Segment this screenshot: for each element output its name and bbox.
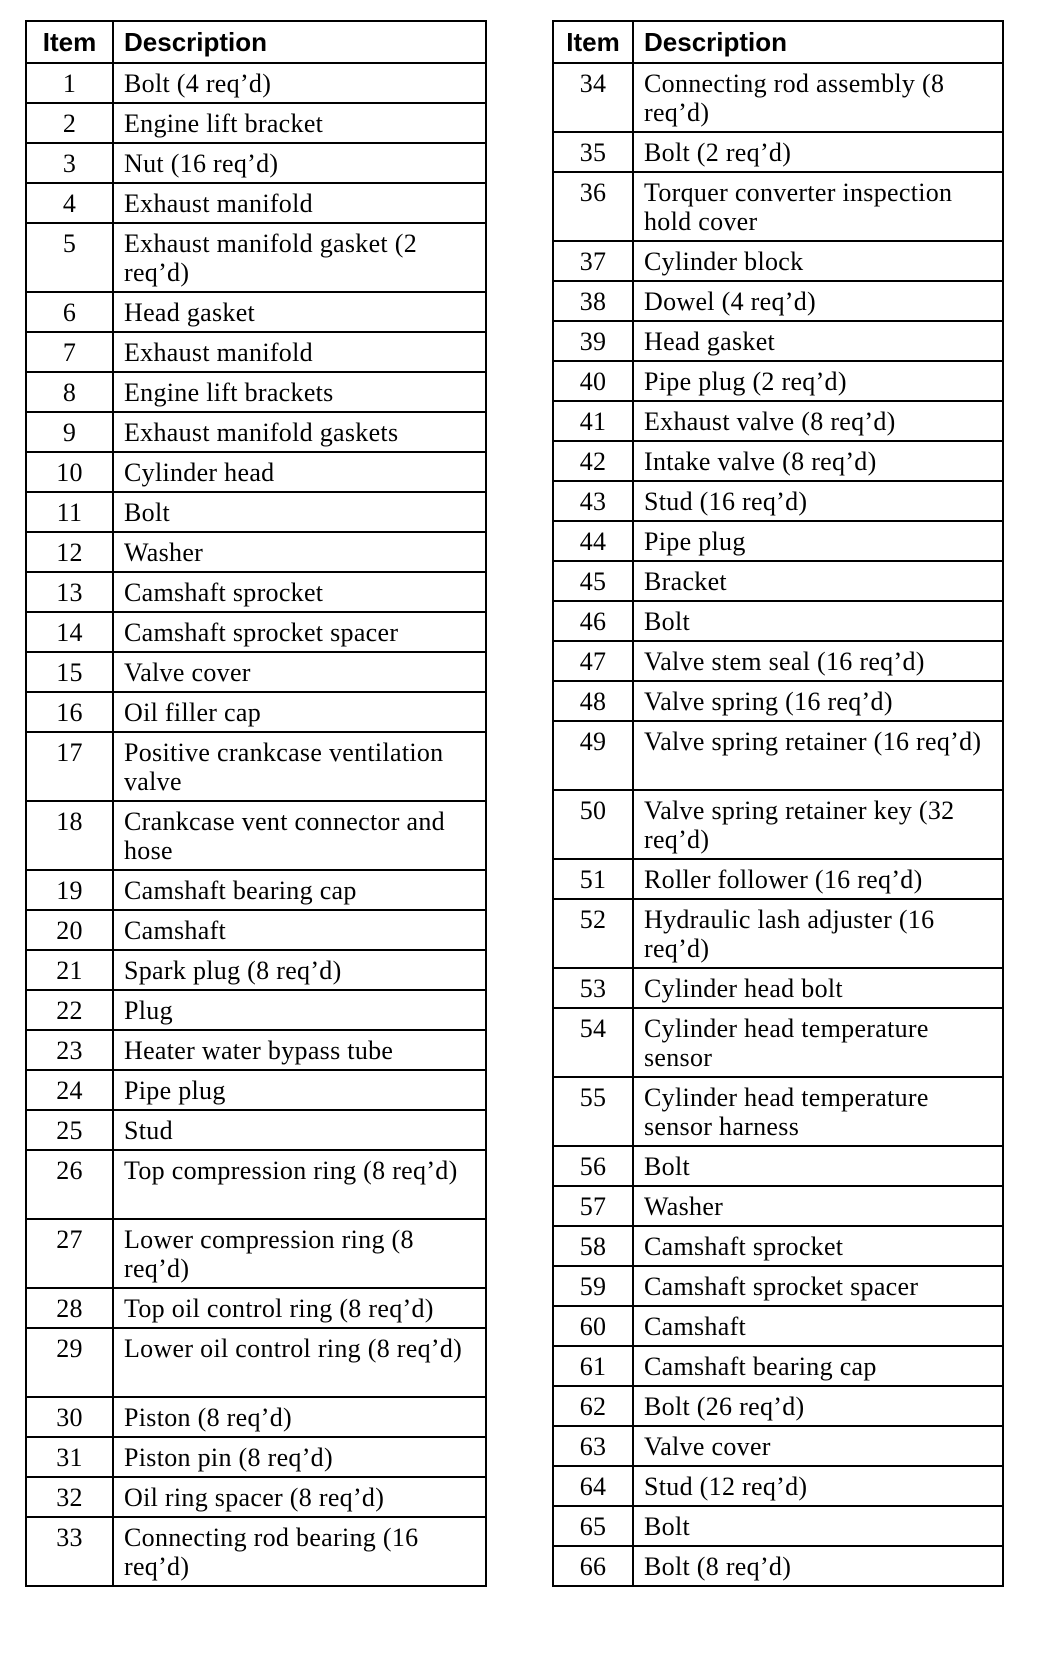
description-column-header: Description bbox=[113, 21, 486, 63]
item-number-cell: 52 bbox=[553, 899, 633, 968]
table-row bbox=[26, 870, 486, 910]
description-cell: Camshaft bearing cap bbox=[633, 1346, 1003, 1386]
table-row bbox=[26, 1110, 486, 1150]
table-row bbox=[26, 1070, 486, 1110]
table-row bbox=[553, 521, 1003, 561]
item-number-cell: 43 bbox=[553, 481, 633, 521]
item-number-cell: 26 bbox=[26, 1150, 113, 1219]
description-cell: Cylinder block bbox=[633, 241, 1003, 281]
item-number-cell: 2 bbox=[26, 103, 113, 143]
table-row bbox=[553, 241, 1003, 281]
description-cell: Camshaft bbox=[633, 1306, 1003, 1346]
table-row bbox=[553, 1346, 1003, 1386]
table-row bbox=[553, 1306, 1003, 1346]
table-row bbox=[553, 1546, 1003, 1586]
table-row bbox=[553, 859, 1003, 899]
description-cell: Camshaft sprocket bbox=[633, 1226, 1003, 1266]
description-cell: Oil ring spacer (8 req’d) bbox=[113, 1477, 486, 1517]
table-row bbox=[553, 481, 1003, 521]
description-cell: Bracket bbox=[633, 561, 1003, 601]
description-cell: Oil filler cap bbox=[113, 692, 486, 732]
table-row bbox=[26, 990, 486, 1030]
item-number-cell: 15 bbox=[26, 652, 113, 692]
description-cell: Engine lift brackets bbox=[113, 372, 486, 412]
item-number-cell: 55 bbox=[553, 1077, 633, 1146]
item-number-cell: 32 bbox=[26, 1477, 113, 1517]
description-cell: Connecting rod assembly (8 req’d) bbox=[633, 63, 1003, 132]
item-number-cell: 12 bbox=[26, 532, 113, 572]
description-cell: Plug bbox=[113, 990, 486, 1030]
description-cell: Dowel (4 req’d) bbox=[633, 281, 1003, 321]
table-row bbox=[26, 332, 486, 372]
table-row bbox=[553, 561, 1003, 601]
table-row bbox=[553, 1466, 1003, 1506]
description-cell: Valve cover bbox=[633, 1426, 1003, 1466]
item-number-cell: 28 bbox=[26, 1288, 113, 1328]
description-cell: Bolt (8 req’d) bbox=[633, 1546, 1003, 1586]
item-number-cell: 40 bbox=[553, 361, 633, 401]
table-row bbox=[553, 1146, 1003, 1186]
table-row bbox=[26, 1219, 486, 1288]
item-number-cell: 8 bbox=[26, 372, 113, 412]
header-row bbox=[553, 21, 1003, 63]
item-number-cell: 31 bbox=[26, 1437, 113, 1477]
item-number-cell: 53 bbox=[553, 968, 633, 1008]
description-cell: Stud (16 req’d) bbox=[633, 481, 1003, 521]
description-cell: Valve spring (16 req’d) bbox=[633, 681, 1003, 721]
description-cell: Lower oil control ring (8 req’d) bbox=[113, 1328, 486, 1397]
description-cell: Lower compression ring (8 req’d) bbox=[113, 1219, 486, 1288]
description-cell: Top oil control ring (8 req’d) bbox=[113, 1288, 486, 1328]
item-number-cell: 37 bbox=[553, 241, 633, 281]
parts-table-right bbox=[552, 20, 1004, 1587]
item-number-cell: 45 bbox=[553, 561, 633, 601]
item-number-cell: 48 bbox=[553, 681, 633, 721]
table-row bbox=[553, 1226, 1003, 1266]
table-row bbox=[26, 452, 486, 492]
description-cell: Valve stem seal (16 req’d) bbox=[633, 641, 1003, 681]
description-cell: Piston pin (8 req’d) bbox=[113, 1437, 486, 1477]
item-number-cell: 63 bbox=[553, 1426, 633, 1466]
item-number-cell: 38 bbox=[553, 281, 633, 321]
description-cell: Bolt bbox=[113, 492, 486, 532]
item-number-cell: 13 bbox=[26, 572, 113, 612]
description-cell: Heater water bypass tube bbox=[113, 1030, 486, 1070]
description-cell: Cylinder head bbox=[113, 452, 486, 492]
table-row bbox=[26, 492, 486, 532]
item-column-header: Item bbox=[26, 21, 113, 63]
description-cell: Bolt bbox=[633, 601, 1003, 641]
description-cell: Camshaft sprocket bbox=[113, 572, 486, 612]
item-number-cell: 11 bbox=[26, 492, 113, 532]
description-column-header: Description bbox=[633, 21, 1003, 63]
item-number-cell: 23 bbox=[26, 1030, 113, 1070]
item-number-cell: 22 bbox=[26, 990, 113, 1030]
table-row bbox=[553, 681, 1003, 721]
item-number-cell: 1 bbox=[26, 63, 113, 103]
item-number-cell: 64 bbox=[553, 1466, 633, 1506]
description-cell: Camshaft bearing cap bbox=[113, 870, 486, 910]
description-cell: Roller follower (16 req’d) bbox=[633, 859, 1003, 899]
item-number-cell: 65 bbox=[553, 1506, 633, 1546]
item-number-cell: 4 bbox=[26, 183, 113, 223]
description-cell: Stud bbox=[113, 1110, 486, 1150]
table-row bbox=[26, 103, 486, 143]
table-row bbox=[553, 132, 1003, 172]
item-number-cell: 36 bbox=[553, 172, 633, 241]
description-cell: Bolt bbox=[633, 1506, 1003, 1546]
description-cell: Stud (12 req’d) bbox=[633, 1466, 1003, 1506]
table-row bbox=[553, 441, 1003, 481]
item-number-cell: 56 bbox=[553, 1146, 633, 1186]
description-cell: Connecting rod bearing (16 req’d) bbox=[113, 1517, 486, 1586]
table-row bbox=[26, 1477, 486, 1517]
description-cell: Exhaust manifold gaskets bbox=[113, 412, 486, 452]
description-cell: Pipe plug bbox=[633, 521, 1003, 561]
description-cell: Bolt (2 req’d) bbox=[633, 132, 1003, 172]
table-row bbox=[553, 1077, 1003, 1146]
description-cell: Camshaft sprocket spacer bbox=[113, 612, 486, 652]
table-row bbox=[553, 172, 1003, 241]
table-row bbox=[26, 1288, 486, 1328]
item-number-cell: 17 bbox=[26, 732, 113, 801]
item-number-cell: 19 bbox=[26, 870, 113, 910]
description-cell: Exhaust manifold bbox=[113, 332, 486, 372]
table-row bbox=[553, 1186, 1003, 1226]
table-row bbox=[553, 601, 1003, 641]
description-cell: Positive crankcase ventilation valve bbox=[113, 732, 486, 801]
table-row bbox=[26, 412, 486, 452]
table-row bbox=[553, 63, 1003, 132]
item-number-cell: 30 bbox=[26, 1397, 113, 1437]
item-number-cell: 14 bbox=[26, 612, 113, 652]
item-number-cell: 50 bbox=[553, 790, 633, 859]
table-row bbox=[26, 692, 486, 732]
item-number-cell: 7 bbox=[26, 332, 113, 372]
header-row bbox=[26, 21, 486, 63]
table-row bbox=[26, 612, 486, 652]
table-row bbox=[26, 910, 486, 950]
item-number-cell: 25 bbox=[26, 1110, 113, 1150]
item-number-cell: 41 bbox=[553, 401, 633, 441]
description-cell: Bolt (26 req’d) bbox=[633, 1386, 1003, 1426]
table-row bbox=[26, 183, 486, 223]
description-cell: Bolt (4 req’d) bbox=[113, 63, 486, 103]
item-number-cell: 59 bbox=[553, 1266, 633, 1306]
description-cell: Valve cover bbox=[113, 652, 486, 692]
table-row bbox=[553, 1008, 1003, 1077]
description-cell: Valve spring retainer (16 req’d) bbox=[633, 721, 1003, 790]
table-row bbox=[553, 721, 1003, 790]
description-cell: Head gasket bbox=[633, 321, 1003, 361]
item-number-cell: 39 bbox=[553, 321, 633, 361]
item-number-cell: 16 bbox=[26, 692, 113, 732]
table-row bbox=[26, 1437, 486, 1477]
item-number-cell: 51 bbox=[553, 859, 633, 899]
table-row bbox=[26, 572, 486, 612]
table-row bbox=[26, 143, 486, 183]
description-cell: Pipe plug bbox=[113, 1070, 486, 1110]
table-row bbox=[26, 372, 486, 412]
item-number-cell: 27 bbox=[26, 1219, 113, 1288]
description-cell: Spark plug (8 req’d) bbox=[113, 950, 486, 990]
description-cell: Exhaust manifold bbox=[113, 183, 486, 223]
description-cell: Top compression ring (8 req’d) bbox=[113, 1150, 486, 1219]
table-row bbox=[553, 321, 1003, 361]
parts-table-left bbox=[25, 20, 487, 1587]
description-cell: Pipe plug (2 req’d) bbox=[633, 361, 1003, 401]
item-number-cell: 9 bbox=[26, 412, 113, 452]
table-row bbox=[26, 1328, 486, 1397]
item-number-cell: 21 bbox=[26, 950, 113, 990]
table-row bbox=[26, 801, 486, 870]
table-row bbox=[553, 361, 1003, 401]
table-row bbox=[553, 968, 1003, 1008]
description-cell: Cylinder head temperature sensor harness bbox=[633, 1077, 1003, 1146]
table-row bbox=[553, 401, 1003, 441]
item-number-cell: 29 bbox=[26, 1328, 113, 1397]
table-row bbox=[26, 1030, 486, 1070]
table-row bbox=[553, 790, 1003, 859]
item-number-cell: 66 bbox=[553, 1546, 633, 1586]
item-number-cell: 46 bbox=[553, 601, 633, 641]
table-row bbox=[553, 641, 1003, 681]
description-cell: Cylinder head temperature sensor bbox=[633, 1008, 1003, 1077]
description-cell: Camshaft bbox=[113, 910, 486, 950]
item-number-cell: 35 bbox=[553, 132, 633, 172]
item-number-cell: 61 bbox=[553, 1346, 633, 1386]
table-row bbox=[553, 1266, 1003, 1306]
item-number-cell: 24 bbox=[26, 1070, 113, 1110]
description-cell: Head gasket bbox=[113, 292, 486, 332]
item-number-cell: 42 bbox=[553, 441, 633, 481]
description-cell: Cylinder head bolt bbox=[633, 968, 1003, 1008]
item-number-cell: 60 bbox=[553, 1306, 633, 1346]
item-number-cell: 3 bbox=[26, 143, 113, 183]
description-cell: Torquer converter inspection hold cover bbox=[633, 172, 1003, 241]
table-row bbox=[26, 223, 486, 292]
table-row bbox=[26, 652, 486, 692]
item-number-cell: 57 bbox=[553, 1186, 633, 1226]
item-number-cell: 10 bbox=[26, 452, 113, 492]
item-number-cell: 6 bbox=[26, 292, 113, 332]
description-cell: Exhaust manifold gasket (2 req’d) bbox=[113, 223, 486, 292]
description-cell: Valve spring retainer key (32 req’d) bbox=[633, 790, 1003, 859]
item-number-cell: 44 bbox=[553, 521, 633, 561]
description-cell: Nut (16 req’d) bbox=[113, 143, 486, 183]
table-row bbox=[553, 1386, 1003, 1426]
table-row bbox=[553, 1506, 1003, 1546]
description-cell: Intake valve (8 req’d) bbox=[633, 441, 1003, 481]
description-cell: Piston (8 req’d) bbox=[113, 1397, 486, 1437]
description-cell: Washer bbox=[113, 532, 486, 572]
table-row bbox=[26, 950, 486, 990]
table-row bbox=[553, 899, 1003, 968]
description-cell: Crankcase vent connector and hose bbox=[113, 801, 486, 870]
item-number-cell: 62 bbox=[553, 1386, 633, 1426]
item-number-cell: 49 bbox=[553, 721, 633, 790]
table-row bbox=[26, 63, 486, 103]
table-row bbox=[26, 1150, 486, 1219]
item-number-cell: 34 bbox=[553, 63, 633, 132]
table-row bbox=[553, 281, 1003, 321]
item-number-cell: 20 bbox=[26, 910, 113, 950]
item-number-cell: 58 bbox=[553, 1226, 633, 1266]
item-number-cell: 5 bbox=[26, 223, 113, 292]
table-row bbox=[26, 1397, 486, 1437]
table-row bbox=[553, 1426, 1003, 1466]
description-cell: Hydraulic lash adjuster (16 req’d) bbox=[633, 899, 1003, 968]
item-number-cell: 18 bbox=[26, 801, 113, 870]
description-cell: Camshaft sprocket spacer bbox=[633, 1266, 1003, 1306]
table-row bbox=[26, 532, 486, 572]
table-row bbox=[26, 732, 486, 801]
table-row bbox=[26, 292, 486, 332]
item-number-cell: 54 bbox=[553, 1008, 633, 1077]
item-number-cell: 47 bbox=[553, 641, 633, 681]
description-cell: Washer bbox=[633, 1186, 1003, 1226]
item-column-header: Item bbox=[553, 21, 633, 63]
description-cell: Engine lift bracket bbox=[113, 103, 486, 143]
item-number-cell: 33 bbox=[26, 1517, 113, 1586]
description-cell: Exhaust valve (8 req’d) bbox=[633, 401, 1003, 441]
description-cell: Bolt bbox=[633, 1146, 1003, 1186]
table-row bbox=[26, 1517, 486, 1586]
